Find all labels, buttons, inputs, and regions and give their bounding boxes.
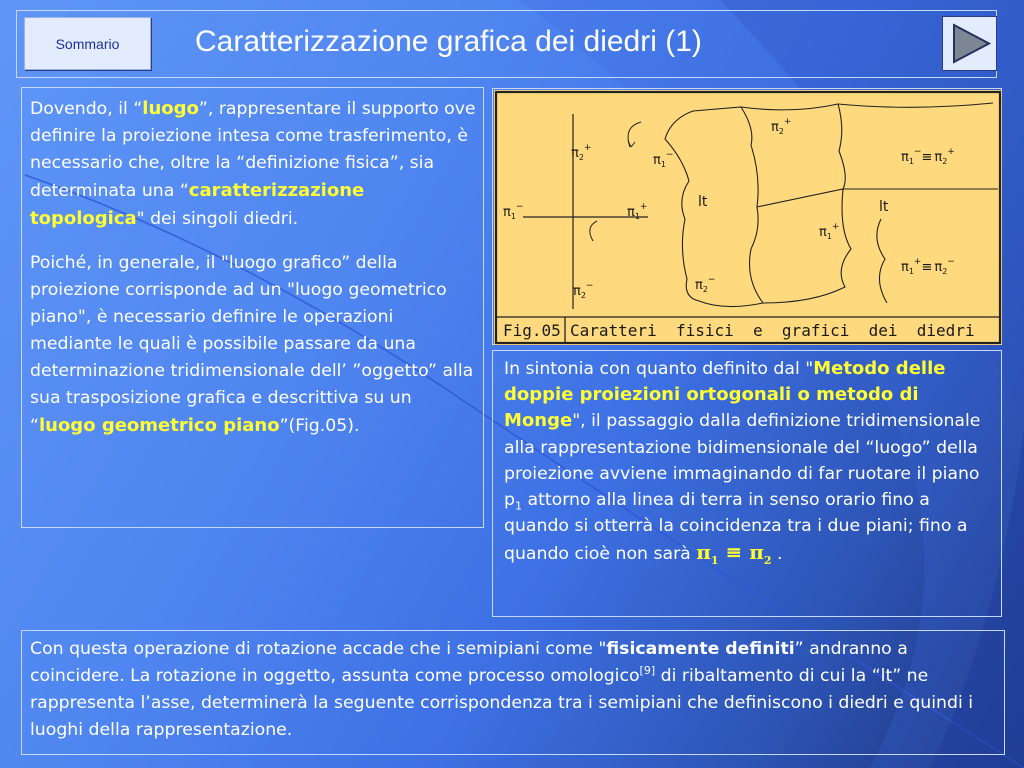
header-bar — [16, 10, 997, 78]
bold-fisicamente-definiti: fisicamente definiti — [606, 639, 795, 659]
figure-caption-number: Fig.05 — [503, 321, 561, 340]
rotation-text-panel — [21, 630, 1005, 755]
figure-caption-text: Caratteri fisici e grafici dei diedri — [570, 321, 975, 340]
lt-label-left: lt — [698, 194, 708, 210]
intro-paragraph-2: Poiché, in generale, il "luogo grafico” della proiezione corrisponde ad un "luogo geometrico piano", è necessario definire le operazioni mediante le quali è possibile passare da una determinazione tridimensionale dell’ ”oggetto” alla sua trasposizione grafica e descrittiva su un “luogo geometrico piano”(Fig.05). — [30, 253, 474, 436]
svg-text:π1−≡π2+: $\pi_1^-\equiv \pi_2^+$ — [901, 147, 955, 166]
monge-text-panel — [492, 350, 1002, 617]
next-slide-button[interactable] — [942, 16, 997, 71]
play-arrow-icon — [943, 17, 996, 70]
highlight-luogo-geometrico: luogo geometrico piano — [38, 415, 280, 436]
svg-text:π2+: $\pi_2^+$ — [571, 143, 592, 162]
svg-text:π2+: $\pi_2^+$ — [771, 117, 792, 136]
highlight-caratterizzazione: caratterizzazione topologica — [30, 180, 365, 229]
svg-text:π2−: $\pi_2^-$ — [573, 281, 594, 300]
sommario-button[interactable]: Sommario — [24, 17, 151, 70]
svg-text:π1+: $\pi_1^+$ — [627, 202, 648, 221]
rotation-paragraph: Con questa operazione di rotazione accade che i semipiani come "fisicamente definiti” andranno a coincidere. La rotazione in oggetto, assunta come processo omologico[9] di ribaltamento di cui la “lt” ne rappresenta l’asse, determinerà la seguente corrispondenza tra i semipiani che definiscono i diedri e quindi i luoghi della rappresentazione. — [30, 639, 974, 740]
highlight-luogo: luogo — [142, 98, 199, 119]
svg-text:π1−: $\pi_1^-$ — [653, 150, 674, 169]
highlight-metodo-monge: Metodo delle doppie proiezioni ortogonali o metodo di Monge — [504, 358, 946, 432]
pi1-symbol: $\pi_1 \equiv \pi_2$ — [696, 540, 772, 568]
svg-text:π2−: $\pi_2^-$ — [695, 275, 716, 294]
intro-paragraph-1: Dovendo, il “luogo”, rappresentare il supporto ove definire la proiezione intesa come trasferimento, è necessario che, oltre la “definizione fisica”, sia determinata una “caratterizzazione topologica" dei singoli diedri. — [30, 98, 476, 229]
svg-text:π1+≡π2−: $\pi_1^+\equiv \pi_2^-$ — [901, 257, 955, 276]
figure-05 — [492, 88, 1002, 345]
svg-text:π1−: $\pi_1^-$ — [503, 202, 524, 221]
lt-label-right: lt — [879, 199, 889, 215]
page-title: Caratterizzazione grafica dei diedri (1) — [195, 25, 702, 58]
intro-text-panel — [21, 87, 484, 528]
monge-paragraph: In sintonia con quanto definito dal "Metodo delle doppie proiezioni ortogonali o metodo di Monge", il passaggio dalla definizione tridimensionale alla rappresentazione bidimensionale del “luogo” della proiezione avviene immaginando di far ruotare il piano $p_1$ attorno alla linea di terra in senso orario fino a quando si otterrà la coincidenza tra i due piani; fino a quando cioè non sarà $\pi_1 \equiv \pi_2$ . — [504, 358, 981, 568]
svg-text:π1+: $\pi_1^+$ — [819, 222, 840, 241]
footnote-ref[interactable]: [9] — [639, 664, 656, 678]
